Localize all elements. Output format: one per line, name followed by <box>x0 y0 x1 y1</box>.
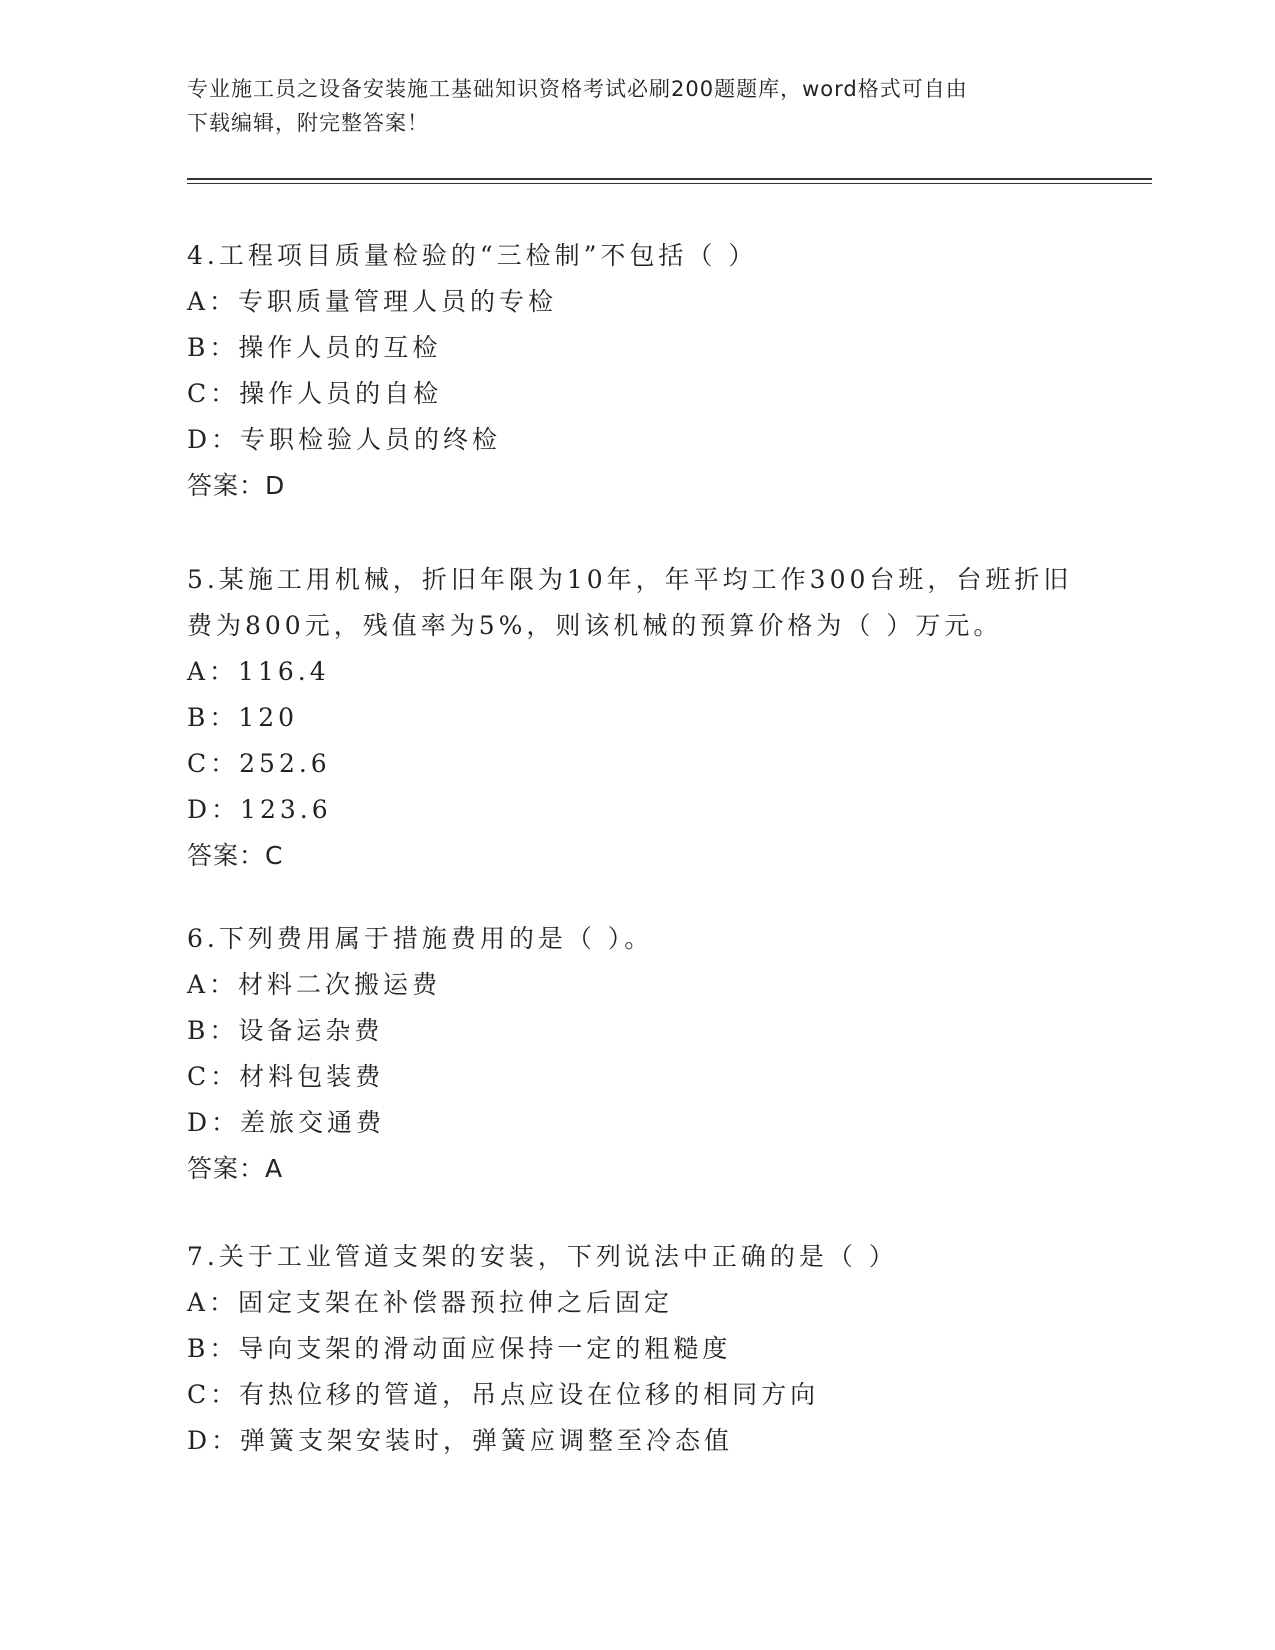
option-d: D：差旅交通费 <box>187 1108 386 1137</box>
answer: 答案：D <box>187 471 286 500</box>
question-4 <box>187 233 1087 509</box>
answer: 答案：A <box>187 1154 284 1183</box>
answer: 答案：C <box>187 841 284 870</box>
question-stem: 5.某施工用机械，折旧年限为10年，年平均工作300台班，台班折旧 <box>187 565 1073 594</box>
header-line-2: 下载编辑，附完整答案！ <box>187 111 429 135</box>
option-b: B：120 <box>187 703 299 732</box>
question-stem: 4.工程项目质量检验的“三检制”不包括（ ） <box>187 241 758 270</box>
option-a: A：材料二次搬运费 <box>187 970 442 999</box>
option-a: A：专职质量管理人员的专检 <box>187 287 558 316</box>
option-c: C：操作人员的自检 <box>187 379 443 408</box>
question-6 <box>187 916 1087 1192</box>
option-b: B：操作人员的互检 <box>187 333 442 362</box>
question-7 <box>187 1234 1087 1464</box>
header-rule-thin <box>187 183 1152 184</box>
question-5 <box>187 557 1087 879</box>
question-stem: 6.下列费用属于措施费用的是（ ）。 <box>187 924 654 953</box>
option-d: D：弹簧支架安装时，弹簧应调整至冷态值 <box>187 1426 734 1455</box>
header-rule-thick <box>187 178 1152 180</box>
option-b: B：设备运杂费 <box>187 1016 384 1045</box>
option-c: C：有热位移的管道，吊点应设在位移的相同方向 <box>187 1380 820 1409</box>
header-line-1: 专业施工员之设备安装施工基础知识资格考试必刷200题题库，word格式可自由 <box>187 77 968 101</box>
option-b: B：导向支架的滑动面应保持一定的粗糙度 <box>187 1334 732 1363</box>
question-stem-continued: 费为800元，残值率为5%，则该机械的预算价格为（ ）万元。 <box>187 611 1003 640</box>
option-a: A：116.4 <box>187 657 330 686</box>
option-a: A：固定支架在补偿器预拉伸之后固定 <box>187 1288 674 1317</box>
option-c: C：252.6 <box>187 749 331 778</box>
document-header <box>187 72 1067 140</box>
option-c: C：材料包装费 <box>187 1062 385 1091</box>
question-stem: 7.关于工业管道支架的安装，下列说法中正确的是（ ） <box>187 1242 898 1271</box>
option-d: D：专职检验人员的终检 <box>187 425 502 454</box>
option-d: D：123.6 <box>187 795 332 824</box>
